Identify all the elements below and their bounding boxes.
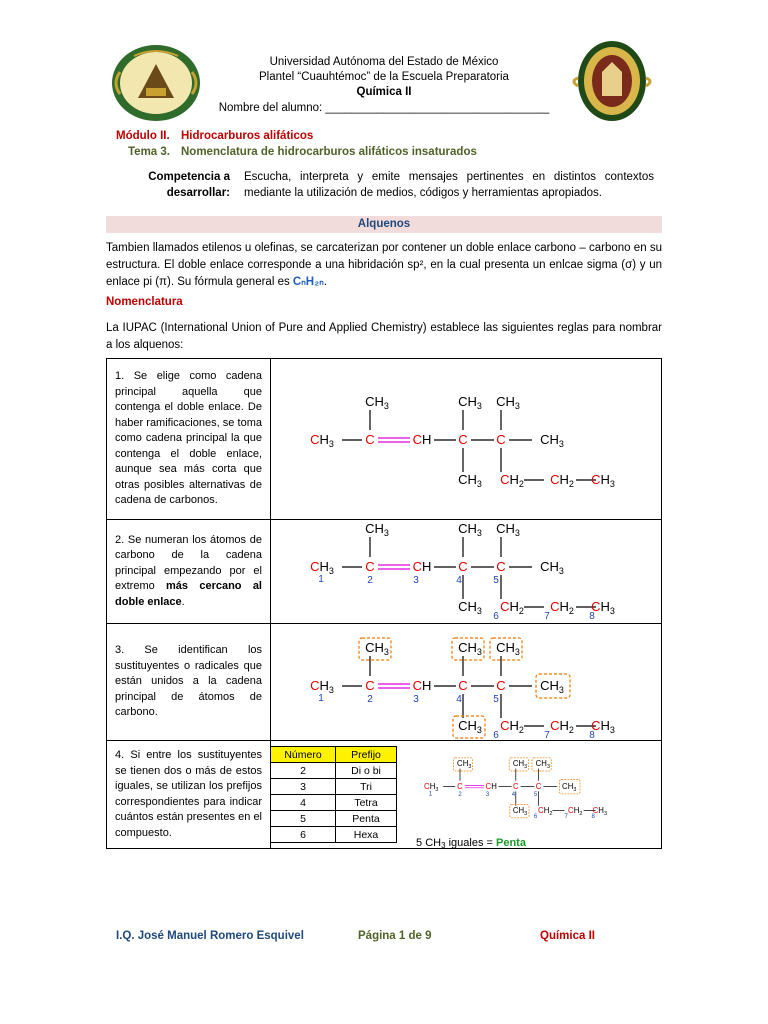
module-label: Módulo II.	[116, 130, 170, 142]
ch2-group: $CH_2$	[550, 472, 574, 489]
general-formula: CₙH₂ₙ	[292, 276, 324, 288]
carbon-atom: C	[458, 559, 468, 574]
rule-2-text: 2. Se numeran los átomos de carbono de la cadena principal empezando por el extremo más cercano al doble enlace.	[115, 533, 262, 608]
ch2-group: $CH_2$	[500, 599, 524, 616]
carbon-number: 3	[485, 792, 490, 799]
carbon-number: 5	[493, 694, 499, 705]
ch3-group: $CH_3$	[458, 640, 482, 657]
tema-title: Nomenclatura de hidrocarburos alifáticos insaturados	[181, 146, 477, 158]
ch-group: CH	[412, 432, 432, 447]
ch3-group: $CH_3$	[496, 521, 520, 538]
student-name-line: Nombre del alumno: ___________________________________	[218, 102, 550, 114]
university-name: Universidad Autónoma del Estado de México	[269, 56, 499, 68]
ch3-group: $CH_3$	[512, 806, 528, 817]
ch3-group: $CH_3$	[591, 599, 615, 616]
carbon-atom: C	[512, 782, 519, 791]
carbon-atom: C	[496, 678, 506, 693]
carbon-number: 3	[413, 694, 419, 705]
ch-group: CH	[412, 559, 432, 574]
carbon-atom: C	[496, 559, 506, 574]
footer-page: Página 1 de 9	[358, 930, 432, 942]
course-title: Química II	[356, 86, 412, 98]
ch3-group: $CH_3$	[591, 718, 615, 735]
rule-4-text: 4. Si entre los sustituyentes se tienen dos o más de estos iguales, se utilizan los prefijos correspondientes para indicar cuántos están presentes en el compuesto.	[115, 749, 262, 839]
carbon-number: 2	[367, 575, 373, 586]
ch3-group: $CH_3$	[535, 759, 550, 770]
footer-author: I.Q. José Manuel Romero Esquivel	[116, 930, 304, 942]
carbon-number: 6	[493, 730, 499, 741]
carbon-number: 8	[591, 813, 595, 820]
iupac-paragraph: La IUPAC (International Union of Pure and Applied Chemistry) establece las siguientes reglas para nombrar a los alquenos:	[106, 322, 662, 351]
prefix-row: 5 Penta	[271, 811, 397, 827]
carbon-number: 1	[428, 791, 433, 798]
ch3-group: $CH_3$	[365, 640, 389, 657]
ch3-group: $CH_3$	[310, 678, 334, 695]
ch2-group: $CH_2$	[500, 718, 524, 735]
ch3-group: $CH_3$	[458, 394, 482, 411]
rule-3-text: 3. Se identifican los sustituyentes o radicales que están unidos a la cadena principal de átomos de carbono.	[115, 644, 262, 719]
ch3-group: $CH_3$	[457, 759, 472, 770]
ch3-group: $CH_3$	[424, 782, 439, 793]
prefix-row: 6 Hexa	[271, 827, 397, 843]
structure-2	[310, 521, 615, 622]
prefix-row: 3 Tri	[271, 779, 397, 795]
module-title: Hidrocarburos alifáticos	[181, 130, 314, 142]
ch3-group: $CH_3$	[512, 759, 528, 770]
carbon-atom: C	[458, 432, 468, 447]
competencia-label: Competencia a desarrollar:	[148, 171, 230, 199]
ch2-group: $CH_2$	[550, 718, 574, 735]
carbon-number: 7	[544, 611, 550, 622]
ch3-group: $CH_3$	[540, 559, 564, 576]
nomenclatura-heading: Nomenclatura	[106, 296, 183, 308]
ch-group: CH	[412, 678, 432, 693]
prefix-table-header: Número Prefijo	[271, 747, 397, 763]
carbon-number: 1	[318, 574, 324, 585]
carbon-atom: C	[496, 432, 506, 447]
ch3-group: $CH_3$	[591, 472, 615, 489]
ch3-group: $CH_3$	[310, 559, 334, 576]
ch3-group: $CH_3$	[458, 521, 482, 538]
rule-1-text: 1. Se elige como cadena principal aquella que contenga el doble enlace. De haber ramificaciones, se toma como cadena principal la que contenga el doble enlace, aunque sea más corta que otras posibles alternativas de cadena de carbonos.	[115, 370, 262, 507]
carbon-number: 4	[511, 792, 516, 799]
prefix-row: 2 Di o bi	[271, 763, 397, 779]
carbon-number: 2	[458, 792, 462, 799]
ch2-group: $CH_2$	[500, 472, 524, 489]
carbon-number: 6	[493, 611, 499, 622]
intro-paragraph: Tambien llamados etilenos u olefinas, se carcaterizan por contener un doble enlace carbono – carbono en su estructura. El doble enlace corresponde a una hibridación sp², en la cual presenta un enlcae sigma (σ) y un enlace pi (π). Su fórmula general es CₙH₂ₙ.	[106, 242, 662, 288]
ch3-group: $CH_3$	[496, 640, 520, 657]
competencia-text: Escucha, interpreta y emite mensajes pertinentes en distintos contextos mediante la utilización de medios, códigos y herramientas apropiados.	[244, 171, 654, 199]
carbon-number: 2	[367, 694, 373, 705]
structure-3	[310, 638, 615, 741]
ch3-group: $CH_3$	[562, 782, 577, 793]
carbon-number: 4	[456, 694, 462, 705]
carbon-number: 8	[589, 611, 595, 622]
carbon-number: 7	[544, 730, 550, 741]
ch3-group: $CH_3$	[458, 472, 482, 489]
ch2-group: $CH_2$	[550, 599, 574, 616]
ch-group: CH	[485, 782, 497, 791]
carbon-atom: C	[458, 678, 468, 693]
ch3-group: $CH_3$	[592, 806, 607, 817]
structure-4	[424, 758, 607, 820]
carbon-atom: C	[535, 782, 542, 791]
ch2-group: $CH_2$	[538, 806, 553, 817]
ch3-group: $CH_3$	[458, 599, 482, 616]
ch3-group: $CH_3$	[365, 394, 389, 411]
section-title-alquenos: Alquenos	[106, 216, 662, 233]
carbon-number: 7	[564, 813, 568, 820]
structure-1	[310, 394, 615, 489]
carbon-number: 1	[318, 693, 324, 704]
penta-caption: 5 CH3 iguales = Penta	[416, 837, 526, 848]
ch3-group: $CH_3$	[365, 521, 389, 538]
carbon-atom: C	[365, 678, 375, 693]
ch3-group: $CH_3$	[540, 432, 564, 449]
footer-course: Química II	[540, 930, 595, 942]
ch3-group: $CH_3$	[496, 394, 520, 411]
structures-svg	[270, 360, 660, 848]
carbon-number: 8	[589, 730, 595, 741]
carbon-atom: C	[365, 432, 375, 447]
carbon-atom: C	[457, 782, 463, 791]
carbon-number: 5	[493, 575, 499, 586]
ch3-group: $CH_3$	[540, 678, 564, 695]
carbon-number: 5	[533, 792, 538, 799]
ch3-group: $CH_3$	[458, 718, 482, 735]
carbon-number: 4	[456, 575, 462, 586]
ch2-group: $CH_2$	[568, 806, 583, 817]
prefix-row: 4 Tetra	[271, 795, 397, 811]
carbon-atom: C	[365, 559, 375, 574]
carbon-number: 6	[533, 813, 538, 820]
ch3-group: $CH_3$	[310, 432, 334, 449]
carbon-number: 3	[413, 575, 419, 586]
tema-label: Tema 3.	[128, 146, 170, 158]
school-name: Plantel “Cuauhtémoc” de la Escuela Preparatoria	[259, 71, 509, 83]
